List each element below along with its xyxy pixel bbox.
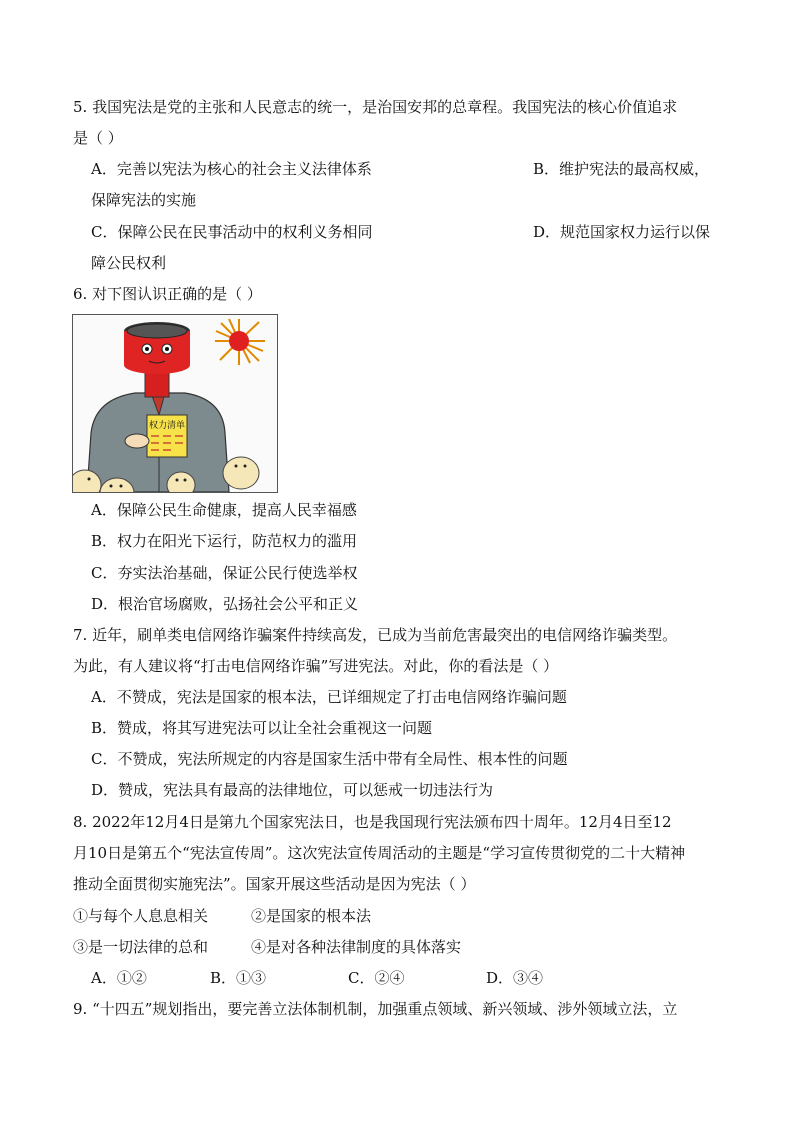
q7-option-a: A．不赞成，宪法是国家的根本法，已详细规定了打击电信网络诈骗问题 [91, 688, 567, 706]
q8-item-4: ④是对各种法律制度的具体落实 [251, 938, 462, 956]
q8-option-a: A．①② [91, 969, 147, 987]
q8-item-2: ②是国家的根本法 [251, 907, 372, 925]
q7-stem-line1: 7. 近年，刷单类电信网络诈骗案件持续高发，已成为当前危害最突出的电信网络诈骗类型。 [73, 626, 678, 644]
q8-item-3: ③是一切法律的总和 [73, 938, 209, 956]
q6-option-b: B．权力在阳光下运行，防范权力的滥用 [91, 532, 358, 550]
q5-option-a: A．完善以宪法为核心的社会主义法律体系 [91, 160, 372, 178]
q8-option-d: D．③④ [486, 969, 544, 987]
sun-icon [215, 319, 265, 365]
q6-option-c: C．夯实法治基础，保证公民行使选举权 [91, 564, 358, 582]
q6-option-a: A．保障公民生命健康，提高人民幸福感 [91, 501, 357, 519]
q8-stem-line2: 月10日是第五个“宪法宣传周”。这次宪法宣传周活动的主题是“学习宣传贯彻党的二十大精神 [73, 844, 686, 862]
sign-text: 权力清单 [148, 421, 186, 431]
q5-option-d: D．规范国家权力运行以保 [533, 223, 711, 241]
q5-option-d-cont: 障公民权利 [91, 254, 167, 272]
q7-option-c: C．不赞成，宪法所规定的内容是国家生活中带有全局性、根本性的问题 [91, 750, 568, 768]
q9-stem-line1: 9. “十四五”规划指出，要完善立法体制机制，加强重点领域、新兴领域、涉外领域立法，立 [73, 1000, 678, 1018]
q5-stem-line2: 是（ ） [73, 129, 123, 147]
q7-option-b: B．赞成，将其写进宪法可以让全社会重视这一问题 [91, 719, 433, 737]
q5-option-c: C．保障公民在民事活动中的权利义务相同 [91, 223, 373, 241]
q5-option-b-cont: 保障宪法的实施 [91, 191, 197, 209]
q6-option-d: D．根治官场腐败，弘扬社会公平和正义 [91, 595, 359, 613]
q7-stem-line2: 为此，有人建议将“打击电信网络诈骗”写进宪法。对此，你的看法是（ ） [73, 657, 559, 675]
q5-option-b: B．维护宪法的最高权威， [533, 160, 710, 178]
q8-option-c: C．②④ [348, 969, 405, 987]
q8-stem-line3: 推动全面贯彻实施宪法”。国家开展这些活动是因为宪法（ ） [73, 875, 476, 893]
q6-stem: 6. 对下图认识正确的是（ ） [73, 285, 262, 303]
q7-option-d: D．赞成，宪法具有最高的法律地位，可以惩戒一切违法行为 [91, 781, 494, 799]
q5-stem-line1: 5. 我国宪法是党的主张和人民意志的统一，是治国安邦的总章程。我国宪法的核心价值追求 [73, 98, 678, 116]
q8-option-b: B．①③ [210, 969, 267, 987]
q8-item-1: ①与每个人息息相关 [73, 907, 209, 925]
q8-stem-line1: 8. 2022年12月4日是第九个国家宪法日，也是我国现行宪法颁布四十周年。12月4日至12 [73, 813, 672, 831]
cartoon-illustration [72, 314, 278, 493]
